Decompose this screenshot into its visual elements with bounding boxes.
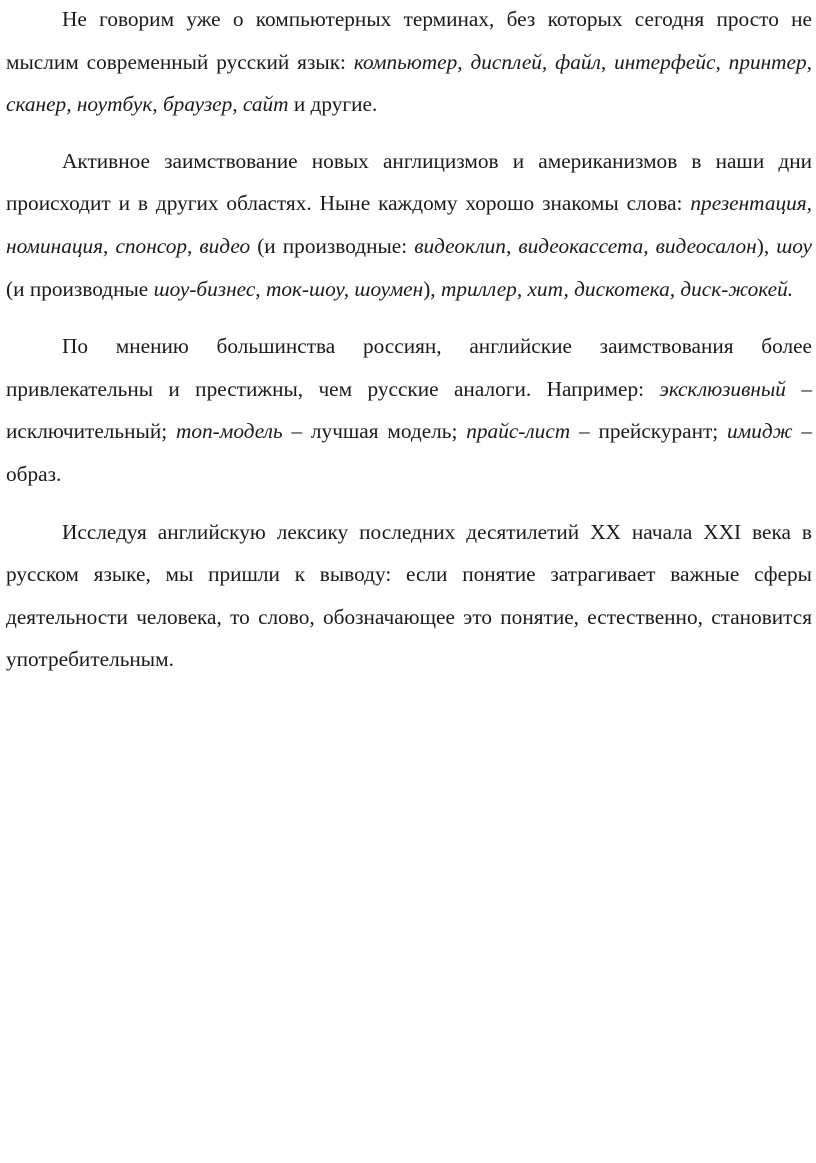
text-run: – прейскурант; — [570, 419, 728, 444]
document-page — [6, 0, 812, 681]
text-run: и другие. — [288, 92, 378, 117]
paragraph-computer-terms — [6, 0, 812, 126]
italic-term-list: триллер, хит, дискотека, диск-жокей. — [440, 276, 794, 301]
italic-term-list: шоу-бизнес, ток-шоу, шоумен — [153, 276, 424, 301]
italic-term-list: видеоклип, видеокассета, видеосалон — [414, 233, 757, 258]
text-run: Активное заимствование новых англицизмов и американизмов в наши дни происходит и в других областях. Ныне каждому хорошо знакомы слова: — [6, 148, 812, 216]
text-run: (и производные: — [250, 233, 415, 258]
text-run: – лучшая модель; — [282, 419, 467, 444]
paragraph-conclusion — [6, 511, 812, 681]
text-run: По мнению большинства россиян, английские заимствования более привлекательны и престижны, чем русские аналоги. Например: — [6, 334, 812, 401]
italic-term: топ-модель — [175, 419, 283, 444]
text-run: Исследуя английскую лексику последних десятилетий XX начала XXI века в русском языке, мы пришли к выводу: если понятие затрагивает важные сферы деятельности человека, то слово, обозначающее это понятие, естественно, становится употребительным. — [6, 519, 812, 672]
text-run: ), — [423, 276, 441, 301]
text-run: – образ. — [6, 419, 812, 486]
text-run: Не говорим уже о компьютерных терминах, без которых сегодня просто не мыслим современный русский язык: — [6, 7, 812, 74]
italic-term-list: презентация, номинация, спонсор, видео — [6, 191, 812, 258]
italic-term: прайс-лист — [466, 419, 571, 444]
italic-term: имидж — [727, 419, 793, 444]
italic-term: шоу — [776, 233, 812, 258]
italic-term-list: компьютер, дисплей, файл, интерфейс, принтер, сканер, ноутбук, браузер, сайт — [6, 49, 812, 117]
text-run: (и производные — [6, 276, 154, 301]
text-run: – исключительный; — [6, 376, 812, 444]
paragraph-prestige-examples — [6, 325, 812, 495]
paragraph-active-borrowing — [6, 140, 812, 310]
text-run: ), — [756, 233, 777, 258]
italic-term: эксклюзивный — [659, 376, 786, 401]
